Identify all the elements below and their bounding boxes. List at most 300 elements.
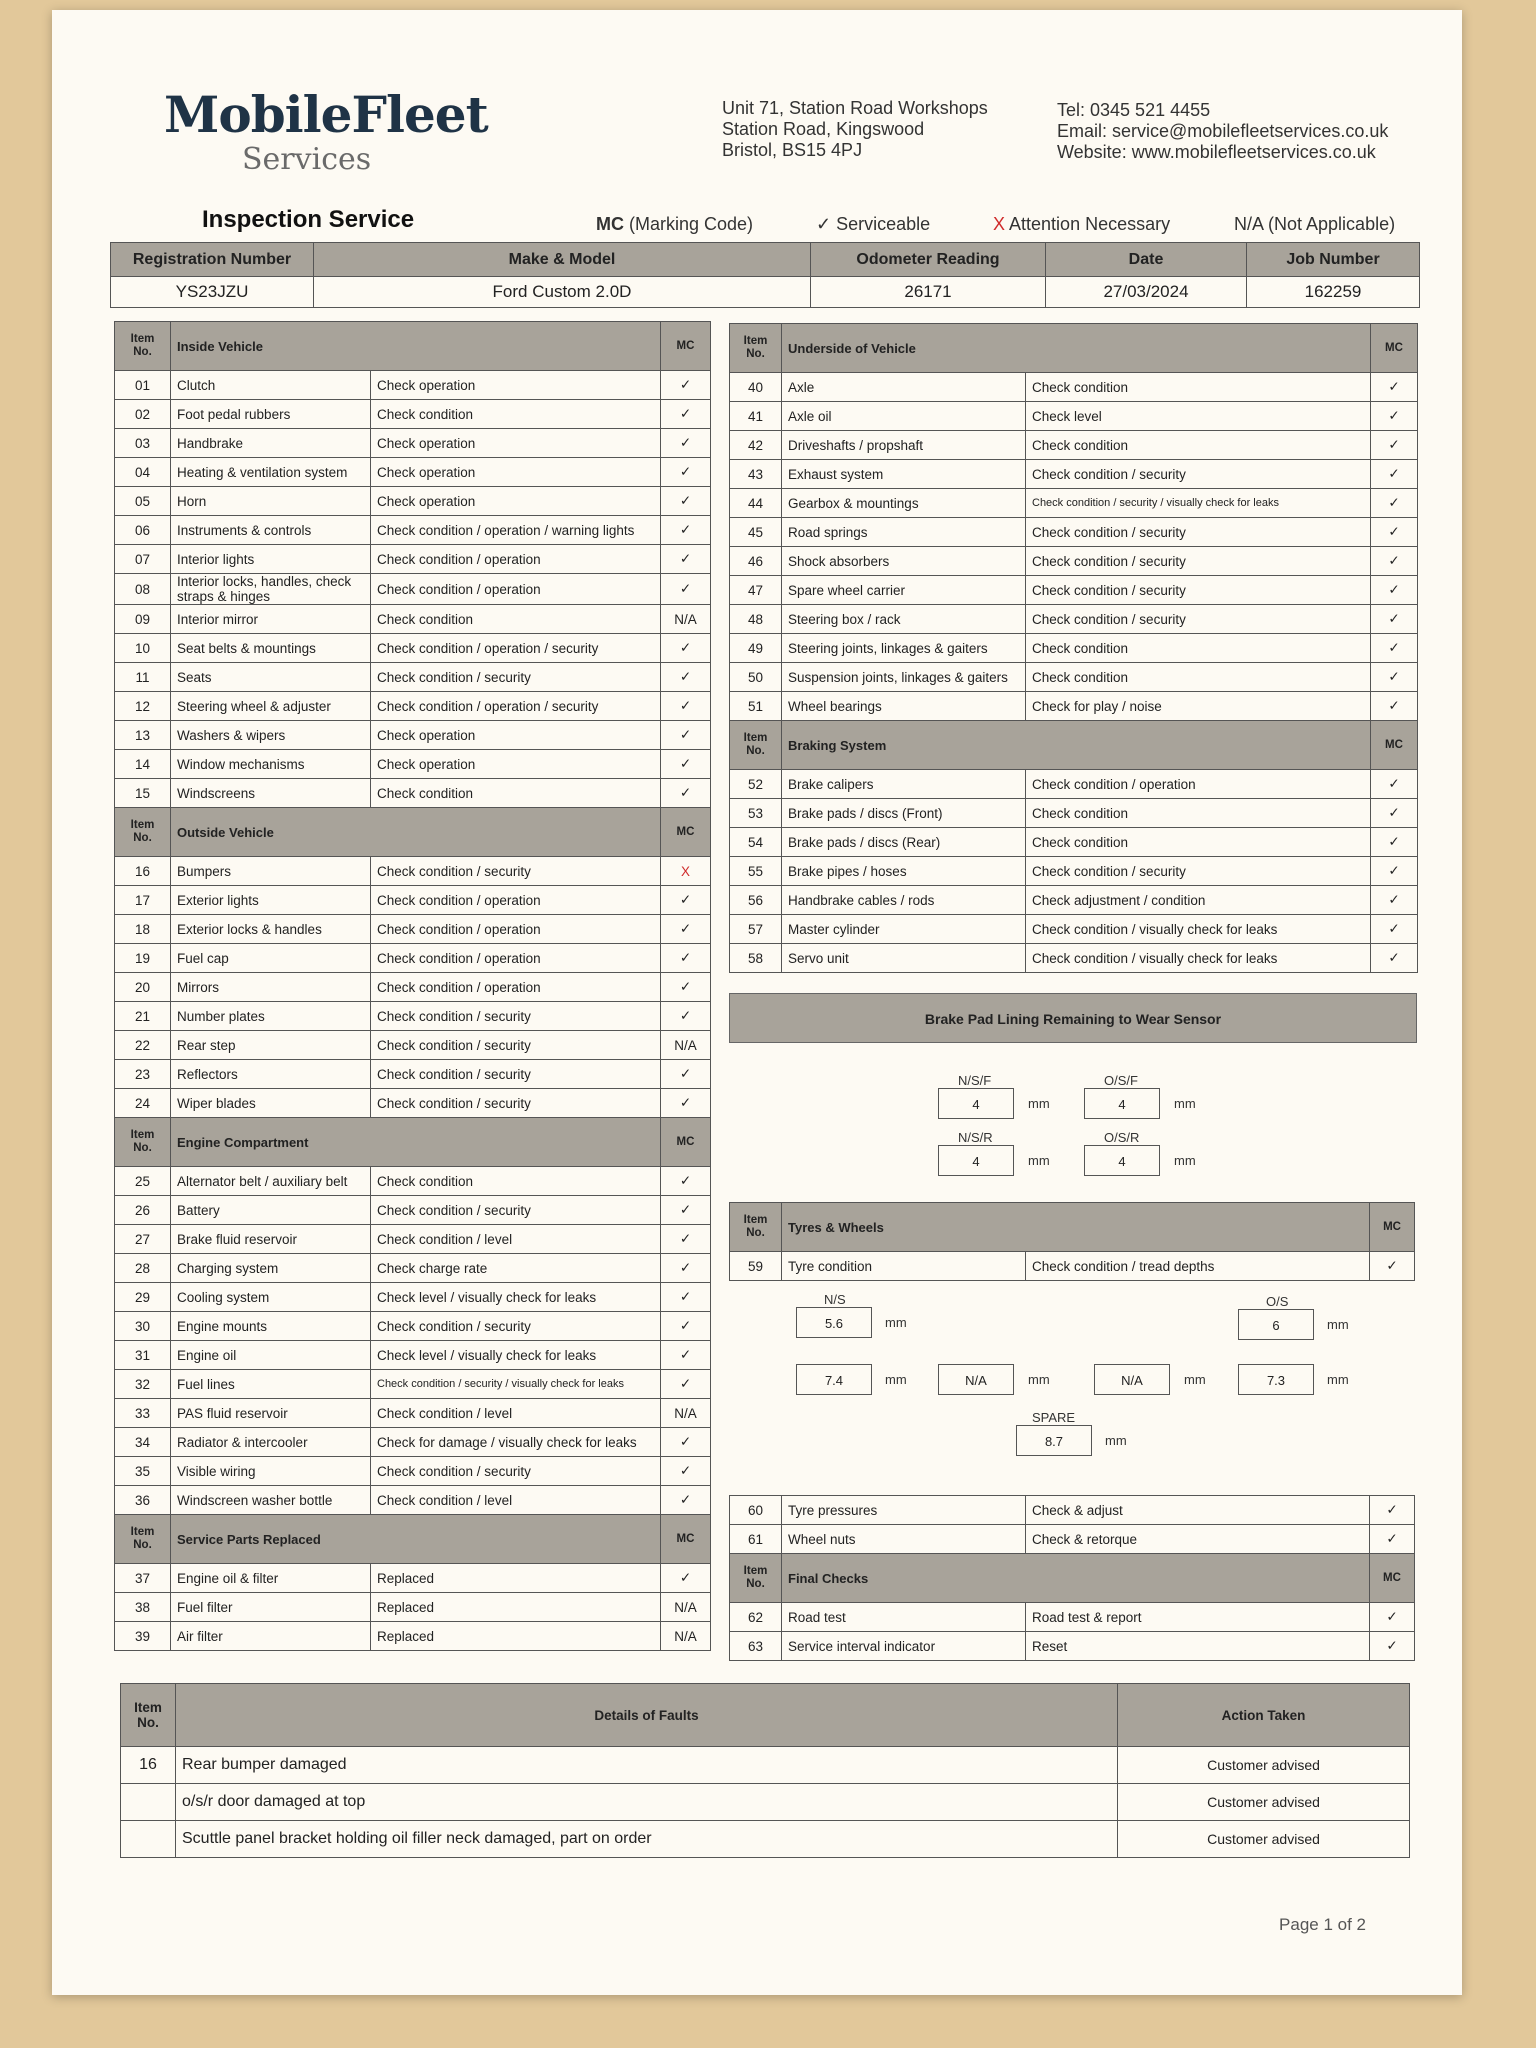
document-title: Inspection Service — [202, 206, 415, 233]
legend-marking-code — [596, 214, 753, 235]
item-name: Exterior locks & handles — [171, 915, 371, 944]
item-check: Check condition / operation — [371, 944, 661, 973]
item-check: Check operation — [371, 721, 661, 750]
section-header — [115, 1118, 711, 1167]
tyres-wheels-table — [729, 1202, 1415, 1281]
item-name: Steering wheel & adjuster — [171, 692, 371, 721]
item-number: 62 — [730, 1603, 782, 1632]
item-mark: ✓ — [661, 750, 711, 779]
fault-details: o/s/r door damaged at top — [176, 1784, 1118, 1821]
item-number: 26 — [115, 1196, 171, 1225]
item-number: 53 — [730, 799, 782, 828]
legend-not-applicable: N/A (Not Applicable) — [1234, 214, 1396, 234]
checklist-row — [730, 373, 1418, 402]
checklist-row — [115, 1089, 711, 1118]
item-check: Check condition — [1026, 799, 1371, 828]
item-number: 54 — [730, 828, 782, 857]
item-mark: ✓ — [661, 1428, 711, 1457]
checklist-row — [730, 547, 1418, 576]
item-check: Check condition / security — [1026, 460, 1371, 489]
checklist-row — [115, 779, 711, 808]
item-check: Check condition / operation — [371, 973, 661, 1002]
checklist-row — [115, 634, 711, 663]
item-name: Gearbox & mountings — [782, 489, 1026, 518]
item-mark: ✓ — [661, 1167, 711, 1196]
item-check: Check condition / security — [1026, 518, 1371, 547]
item-name: Interior lights — [171, 545, 371, 574]
item-check: Check level / visually check for leaks — [371, 1283, 661, 1312]
item-mark: ✓ — [1371, 460, 1418, 489]
item-name: Windscreen washer bottle — [171, 1486, 371, 1515]
nsr-label: N/S/R — [958, 1130, 993, 1145]
tread-os-rear: 7.3 — [1238, 1364, 1314, 1395]
item-mark: ✓ — [1371, 944, 1418, 973]
fault-item-no — [121, 1784, 176, 1821]
vehicle-value-row — [111, 277, 1420, 308]
company-contact — [1057, 100, 1388, 163]
checklist-row — [115, 1564, 711, 1593]
registration-number: YS23JZU — [111, 277, 314, 308]
item-mark: N/A — [661, 1593, 711, 1622]
item-mark: ✓ — [1371, 857, 1418, 886]
item-check: Check condition / operation — [371, 545, 661, 574]
item-number: 07 — [115, 545, 171, 574]
item-check: Check level — [1026, 402, 1371, 431]
item-number: 57 — [730, 915, 782, 944]
item-number: 15 — [115, 779, 171, 808]
section-title: Outside Vehicle — [171, 808, 661, 857]
item-number: 23 — [115, 1060, 171, 1089]
item-check: Check condition / security — [371, 1089, 661, 1118]
item-mark: N/A — [661, 1031, 711, 1060]
contact-email: Email: service@mobilefleetservices.co.uk — [1057, 121, 1389, 141]
item-check: Check condition — [371, 779, 661, 808]
item-number: 20 — [115, 973, 171, 1002]
item-number: 33 — [115, 1399, 171, 1428]
item-check: Check adjustment / condition — [1026, 886, 1371, 915]
item-number: 51 — [730, 692, 782, 721]
item-name: Axle oil — [782, 402, 1026, 431]
address-line: Unit 71, Station Road Workshops — [722, 98, 988, 118]
item-mark: ✓ — [661, 663, 711, 692]
company-logo-subtitle: Services — [242, 142, 372, 177]
legend-mc: MC — [596, 214, 624, 234]
item-name: PAS fluid reservoir — [171, 1399, 371, 1428]
item-number: 28 — [115, 1254, 171, 1283]
item-mark: ✓ — [661, 1283, 711, 1312]
item-mark: ✓ — [1371, 886, 1418, 915]
item-check: Check condition / level — [371, 1225, 661, 1254]
checklist-row — [730, 692, 1418, 721]
item-mark: ✓ — [661, 1312, 711, 1341]
item-name: Exhaust system — [782, 460, 1026, 489]
item-mark: ✓ — [1370, 1632, 1415, 1661]
unit-mm: mm — [1327, 1317, 1349, 1332]
item-check: Check condition — [1026, 828, 1371, 857]
legend-attention-text: Attention Necessary — [1009, 214, 1171, 234]
checklist-row — [115, 1283, 711, 1312]
tread-ns-front: 5.6 — [796, 1307, 872, 1338]
item-number: 25 — [115, 1167, 171, 1196]
legend-attention — [993, 214, 1170, 235]
item-name: Road springs — [782, 518, 1026, 547]
checklist-row — [115, 663, 711, 692]
item-mark: ✓ — [661, 574, 711, 605]
item-check: Check condition / security — [371, 1457, 661, 1486]
item-number: 12 — [115, 692, 171, 721]
osr-value: 4 — [1084, 1145, 1160, 1176]
item-name: Driveshafts / propshaft — [782, 431, 1026, 460]
checklist-row — [115, 1031, 711, 1060]
item-number: 29 — [115, 1283, 171, 1312]
checklist-row — [730, 1252, 1415, 1281]
item-no-header: Item No. — [730, 324, 782, 373]
item-name: Charging system — [171, 1254, 371, 1283]
fault-row — [121, 1784, 1410, 1821]
item-mark: ✓ — [1371, 547, 1418, 576]
fault-item-no — [121, 1821, 176, 1858]
item-name: Number plates — [171, 1002, 371, 1031]
item-mark: ✓ — [1371, 431, 1418, 460]
checklist-row — [115, 1167, 711, 1196]
section-header — [115, 322, 711, 371]
item-name: Seat belts & mountings — [171, 634, 371, 663]
item-mark: ✓ — [661, 487, 711, 516]
item-mark: ✓ — [1371, 828, 1418, 857]
item-check: Check condition / security — [1026, 857, 1371, 886]
item-check: Check operation — [371, 458, 661, 487]
item-number: 21 — [115, 1002, 171, 1031]
item-name: Radiator & intercooler — [171, 1428, 371, 1457]
item-check: Check condition / operation / warning lights — [371, 516, 661, 545]
header-job-number: Job Number — [1247, 243, 1420, 277]
checklist-row — [115, 1457, 711, 1486]
item-mark: ✓ — [1371, 663, 1418, 692]
item-name: Exterior lights — [171, 886, 371, 915]
fault-details: Rear bumper damaged — [176, 1747, 1118, 1784]
item-number: 18 — [115, 915, 171, 944]
item-name: Washers & wipers — [171, 721, 371, 750]
item-mark: ✓ — [1370, 1252, 1415, 1281]
item-no-header: Item No. — [730, 721, 782, 770]
checklist-row — [115, 458, 711, 487]
item-mark: ✓ — [1371, 915, 1418, 944]
item-number: 08 — [115, 574, 171, 605]
item-name: Fuel cap — [171, 944, 371, 973]
vehicle-header-row — [111, 243, 1420, 277]
item-check: Check operation — [371, 750, 661, 779]
item-name: Foot pedal rubbers — [171, 400, 371, 429]
checklist-row — [730, 605, 1418, 634]
mc-header: MC — [1370, 1203, 1415, 1252]
item-check: Check condition — [371, 1167, 661, 1196]
item-mark: ✓ — [661, 973, 711, 1002]
checklist-row — [115, 1196, 711, 1225]
item-mark: N/A — [661, 605, 711, 634]
section-title: Tyres & Wheels — [782, 1203, 1370, 1252]
item-mark: ✓ — [661, 545, 711, 574]
item-name: Air filter — [171, 1622, 371, 1651]
checklist-row — [115, 1370, 711, 1399]
nsf-value: 4 — [938, 1088, 1014, 1119]
item-name: Seats — [171, 663, 371, 692]
item-mark: ✓ — [661, 1225, 711, 1254]
item-number: 05 — [115, 487, 171, 516]
item-check: Check condition / operation — [371, 886, 661, 915]
item-number: 38 — [115, 1593, 171, 1622]
mc-header: MC — [1371, 324, 1418, 373]
item-check: Check condition / visually check for leaks — [1026, 915, 1371, 944]
item-mark: ✓ — [661, 1254, 711, 1283]
item-name: Heating & ventilation system — [171, 458, 371, 487]
section-header — [730, 1203, 1415, 1252]
item-check: Replaced — [371, 1564, 661, 1593]
fault-action: Customer advised — [1118, 1784, 1410, 1821]
fault-action: Customer advised — [1118, 1747, 1410, 1784]
item-name: Fuel lines — [171, 1370, 371, 1399]
item-no-header: Item No. — [730, 1203, 782, 1252]
item-name: Engine mounts — [171, 1312, 371, 1341]
checklist-row — [730, 828, 1418, 857]
tread-os-rear-inner: N/A — [1094, 1364, 1170, 1395]
item-check: Check condition / security — [371, 857, 661, 886]
item-number: 49 — [730, 634, 782, 663]
item-name: Engine oil & filter — [171, 1564, 371, 1593]
unit-mm: mm — [885, 1315, 907, 1330]
item-check: Road test & report — [1026, 1603, 1370, 1632]
item-number: 61 — [730, 1525, 782, 1554]
mc-header: MC — [661, 1515, 711, 1564]
checklist-row — [115, 371, 711, 400]
item-name: Reflectors — [171, 1060, 371, 1089]
item-name: Visible wiring — [171, 1457, 371, 1486]
item-name: Road test — [782, 1603, 1026, 1632]
item-mark: ✓ — [1371, 770, 1418, 799]
item-number: 59 — [730, 1252, 782, 1281]
item-mark: ✓ — [661, 721, 711, 750]
item-mark: ✓ — [661, 1370, 711, 1399]
item-mark: ✓ — [661, 779, 711, 808]
item-name: Horn — [171, 487, 371, 516]
checklist-row — [115, 944, 711, 973]
item-number: 39 — [115, 1622, 171, 1651]
item-mark: ✓ — [661, 944, 711, 973]
mc-header: MC — [1371, 721, 1418, 770]
item-number: 37 — [115, 1564, 171, 1593]
section-header — [730, 721, 1418, 770]
item-mark: ✓ — [1371, 518, 1418, 547]
item-number: 35 — [115, 1457, 171, 1486]
item-check: Check condition / security — [371, 1196, 661, 1225]
checklist-row — [730, 431, 1418, 460]
item-name: Handbrake cables / rods — [782, 886, 1026, 915]
item-number: 30 — [115, 1312, 171, 1341]
item-number: 22 — [115, 1031, 171, 1060]
item-check: Check condition / operation — [371, 574, 661, 605]
item-check: Check operation — [371, 487, 661, 516]
item-name: Wheel bearings — [782, 692, 1026, 721]
item-name: Tyre pressures — [782, 1496, 1026, 1525]
item-name: Steering joints, linkages & gaiters — [782, 634, 1026, 663]
item-number: 19 — [115, 944, 171, 973]
checklist-row — [730, 576, 1418, 605]
item-name: Axle — [782, 373, 1026, 402]
item-number: 46 — [730, 547, 782, 576]
item-number: 50 — [730, 663, 782, 692]
item-mark: ✓ — [1371, 692, 1418, 721]
item-number: 60 — [730, 1496, 782, 1525]
final-checks-table — [729, 1495, 1415, 1661]
nsf-label: N/S/F — [958, 1073, 992, 1088]
checklist-row — [115, 1486, 711, 1515]
checklist-row — [115, 1428, 711, 1457]
item-mark: ✓ — [661, 634, 711, 663]
section-header — [730, 324, 1418, 373]
checklist-row — [115, 1399, 711, 1428]
item-name: Cooling system — [171, 1283, 371, 1312]
inspection-sheet — [52, 10, 1462, 1995]
item-name: Instruments & controls — [171, 516, 371, 545]
checklist-row — [115, 429, 711, 458]
checklist-row — [730, 1496, 1415, 1525]
item-number: 42 — [730, 431, 782, 460]
item-mark: ✓ — [661, 1457, 711, 1486]
item-name: Handbrake — [171, 429, 371, 458]
item-name: Brake pads / discs (Rear) — [782, 828, 1026, 857]
unit-mm: mm — [1105, 1433, 1127, 1448]
item-mark: ✓ — [1370, 1496, 1415, 1525]
checklist-row — [115, 915, 711, 944]
header-make-model: Make & Model — [314, 243, 811, 277]
item-no-header: Item No. — [115, 322, 171, 371]
checklist-row — [115, 1312, 711, 1341]
checklist-row — [730, 402, 1418, 431]
fault-row — [121, 1747, 1410, 1784]
item-name: Mirrors — [171, 973, 371, 1002]
contact-phone: Tel: 0345 521 4455 — [1057, 100, 1211, 120]
section-title: Underside of Vehicle — [782, 324, 1371, 373]
checklist-row — [115, 1622, 711, 1651]
vehicle-details-table — [110, 242, 1420, 308]
mc-header: MC — [661, 1118, 711, 1167]
checklist-row — [115, 487, 711, 516]
osf-value: 4 — [1084, 1088, 1160, 1119]
osf-label: O/S/F — [1104, 1073, 1138, 1088]
item-number: 17 — [115, 886, 171, 915]
item-mark: ✓ — [1371, 634, 1418, 663]
mc-header: MC — [1370, 1554, 1415, 1603]
item-check: Check charge rate — [371, 1254, 661, 1283]
item-number: 32 — [115, 1370, 171, 1399]
checklist-row — [730, 634, 1418, 663]
item-mark: ✓ — [1370, 1525, 1415, 1554]
item-no-header: Item No. — [730, 1554, 782, 1603]
fault-action: Customer advised — [1118, 1821, 1410, 1858]
item-no-header: Item No. — [115, 1118, 171, 1167]
item-mark: N/A — [661, 1622, 711, 1651]
checklist-row — [115, 1225, 711, 1254]
checklist-row — [115, 545, 711, 574]
item-mark: ✓ — [1370, 1603, 1415, 1632]
item-number: 36 — [115, 1486, 171, 1515]
checklist-row — [730, 460, 1418, 489]
checklist-row — [730, 1632, 1415, 1661]
item-name: Alternator belt / auxiliary belt — [171, 1167, 371, 1196]
fault-details: Scuttle panel bracket holding oil filler neck damaged, part on order — [176, 1821, 1118, 1858]
osr-label: O/S/R — [1104, 1130, 1140, 1145]
company-address — [722, 98, 988, 161]
item-check: Check condition / security — [371, 1312, 661, 1341]
item-number: 43 — [730, 460, 782, 489]
unit-mm: mm — [1028, 1096, 1050, 1111]
section-header — [730, 1554, 1415, 1603]
mc-header: MC — [661, 808, 711, 857]
checklist-row — [730, 1603, 1415, 1632]
item-number: 44 — [730, 489, 782, 518]
faults-header-row — [121, 1684, 1410, 1747]
mc-header: MC — [661, 322, 711, 371]
item-number: 04 — [115, 458, 171, 487]
checklist-row — [730, 770, 1418, 799]
header-odometer: Odometer Reading — [811, 243, 1046, 277]
item-name: Interior locks, handles, check straps & hinges — [171, 574, 371, 605]
item-mark: X — [661, 857, 711, 886]
item-name: Wiper blades — [171, 1089, 371, 1118]
checklist-row — [730, 663, 1418, 692]
item-check: Check condition / security / visually check for leaks — [371, 1370, 661, 1399]
item-number: 27 — [115, 1225, 171, 1254]
item-name: Suspension joints, linkages & gaiters — [782, 663, 1026, 692]
inspection-date: 27/03/2024 — [1046, 277, 1247, 308]
item-mark: ✓ — [661, 1341, 711, 1370]
checklist-row — [115, 750, 711, 779]
checklist-row — [115, 1060, 711, 1089]
item-check: Check level / visually check for leaks — [371, 1341, 661, 1370]
item-mark: ✓ — [661, 429, 711, 458]
item-name: Window mechanisms — [171, 750, 371, 779]
section-title: Braking System — [782, 721, 1371, 770]
checklist-row — [115, 857, 711, 886]
item-check: Check condition / operation / security — [371, 634, 661, 663]
checklist-row — [115, 721, 711, 750]
item-mark: ✓ — [661, 692, 711, 721]
checklist-row — [115, 692, 711, 721]
item-check: Check for damage / visually check for leaks — [371, 1428, 661, 1457]
item-mark: ✓ — [661, 371, 711, 400]
fault-row — [121, 1821, 1410, 1858]
address-line: Station Road, Kingswood — [722, 119, 925, 139]
item-number: 03 — [115, 429, 171, 458]
item-number: 58 — [730, 944, 782, 973]
item-mark: ✓ — [661, 458, 711, 487]
checklist-row — [730, 1525, 1415, 1554]
header-date: Date — [1046, 243, 1247, 277]
tread-os-front: 6 — [1238, 1309, 1314, 1340]
item-check: Check condition / operation / security — [371, 692, 661, 721]
tread-ns-rear: 7.4 — [796, 1364, 872, 1395]
legend-attention-mark: X — [993, 214, 1006, 234]
item-name: Brake fluid reservoir — [171, 1225, 371, 1254]
item-mark: ✓ — [661, 915, 711, 944]
page-number: Page 1 of 2 — [1279, 1915, 1366, 1934]
item-check: Check & adjust — [1026, 1496, 1370, 1525]
item-number: 01 — [115, 371, 171, 400]
item-check: Check condition / security — [1026, 576, 1371, 605]
checklist-row — [730, 944, 1418, 973]
section-title: Inside Vehicle — [171, 322, 661, 371]
nsr-value: 4 — [938, 1145, 1014, 1176]
checklist-row — [115, 973, 711, 1002]
